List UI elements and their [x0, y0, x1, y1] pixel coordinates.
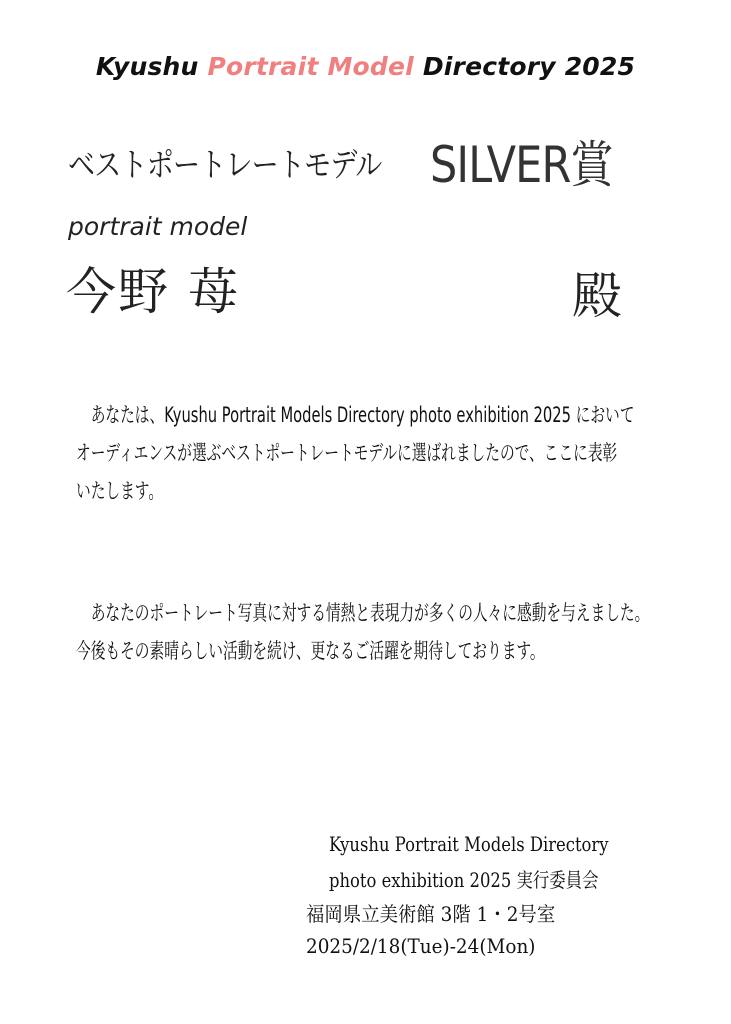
header-title-part2: Directory 2025: [413, 52, 636, 81]
recipient-name: 今野 苺: [66, 263, 240, 321]
body-line: あなたのポートレート写真に対する情熱と表現力が多くの人々に感動を与えました。: [76, 601, 650, 625]
organizer-line-1: Kyushu Portrait Models Directory: [328, 832, 609, 856]
organizer-line-2: photo exhibition 2025 実行委員会: [328, 868, 599, 892]
award-title: [68, 125, 668, 195]
recipient-honorific: 殿: [572, 267, 622, 325]
award-name: ベストポートレートモデル: [68, 145, 382, 184]
recipient-role: portrait model: [68, 212, 248, 241]
venue: 福岡県立美術館 3階 1・2号室: [306, 902, 556, 926]
body-line: あなたは、Kyushu Portrait Models Directory photo exhibition 2025 において: [76, 403, 635, 427]
body-paragraph-2: [76, 594, 716, 670]
award-rank: SILVER賞: [430, 136, 613, 194]
body-line: いたします。: [76, 479, 164, 503]
body-line: 今後もその素晴らしい活動を続け、更なるご活躍を期待しております。: [76, 639, 545, 663]
body-line: オーディエンスが選ぶベストポートレートモデルに選ばれましたので、ここに表彰: [76, 441, 618, 465]
event-dates: 2025/2/18(Tue)-24(Mon): [306, 934, 536, 958]
body-paragraph-1: [76, 396, 716, 510]
certificate-header: [0, 52, 731, 81]
certificate-footer: [306, 826, 675, 962]
header-title-accent: Portrait Model: [207, 52, 414, 81]
header-title-part1: Kyushu: [95, 52, 208, 81]
